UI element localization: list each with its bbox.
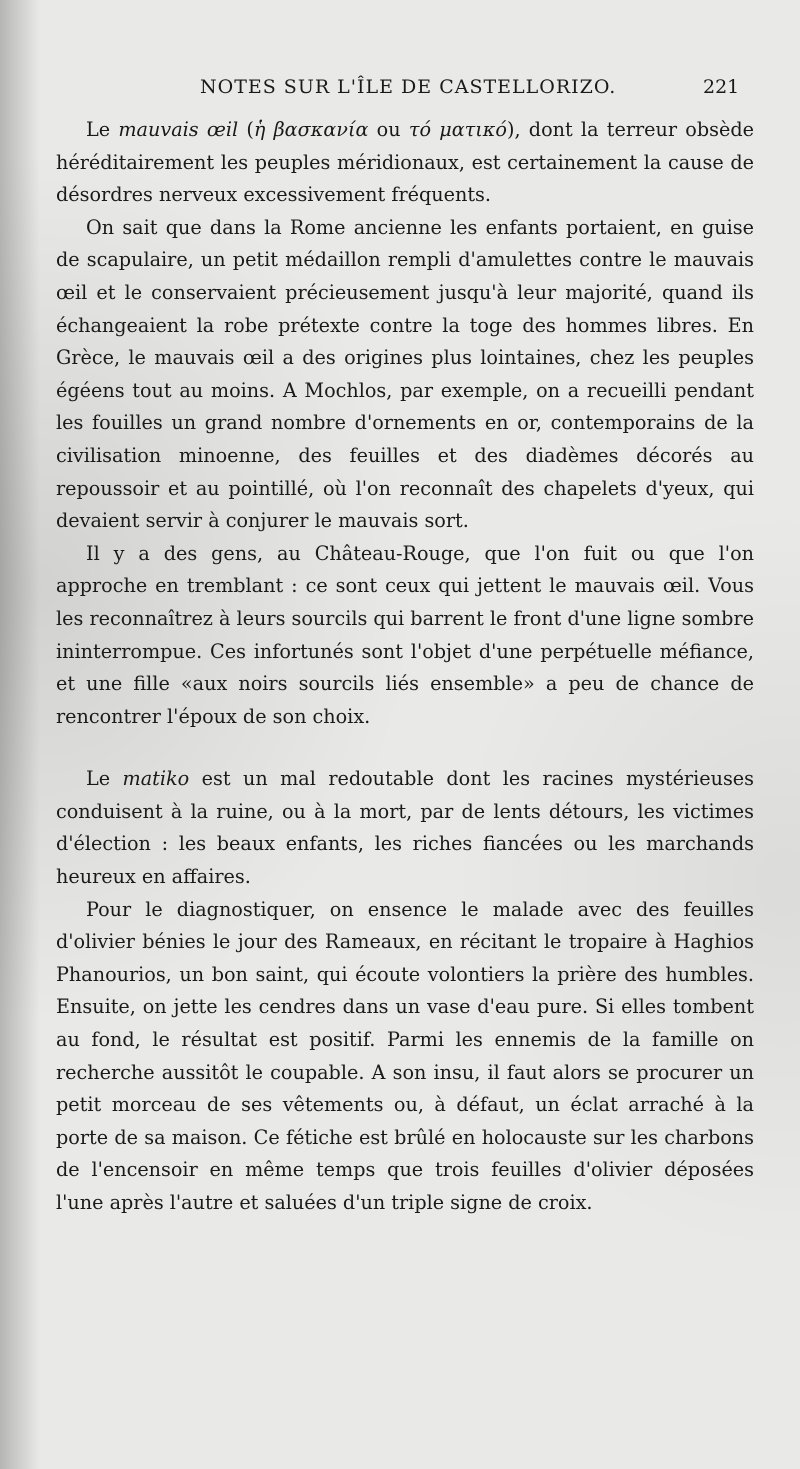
paragraph-diagnostic: Pour le diagnostiquer, on ensence le malade avec des feuilles d'olivier bénies le jour des Rameaux, en récitant le tropaire à Haghios Phanourios, un bon saint, qui écoute volontiers la prière des humbles. Ensuite, on jette les cendres dans un vase d'eau pure. Si elles tombent au fond, le résultat est positif. Parmi les ennemis de la famille on recherche aussitôt le coupable. A son insu, il faut alors se procurer un petit morceau de ses vêtements ou, à défaut, un éclat arraché à la porte de sa maison. Ce fétiche est brûlé en holocauste sur les charbons de l'encensoir en même temps que trois feuilles d'olivier déposées l'une après l'autre et saluées d'un triple signe de croix. (56, 897, 754, 1214)
greek-term-matiko: τό ματικό (408, 118, 507, 141)
paragraph-mauvais-oeil (56, 114, 754, 212)
term-matiko: matiko (122, 767, 190, 791)
paragraph-1-open-paren: ( (238, 118, 254, 141)
greek-term-baskania: ἡ βασκανία (253, 118, 369, 141)
paragraph-4-rest: est un mal redoutable dont les racines mystérieuses conduisent à la ruine, ou à la mort, par de lents détours, les victimes d'élection : les beaux enfants, les riches fiancées ou les marchands heureux en affaires. (56, 767, 754, 889)
binding-shadow (0, 0, 40, 1469)
paragraph-chateau-rouge: Il y a des gens, au Château-Rouge, que l'on fuit ou que l'on approche en tremblant : ce sont ceux qui jettent le mauvais œil. Vous les reconnaîtrez à leurs sourcils qui barrent le front d'une ligne sombre ininterrompue. Ces infortunés sont l'objet d'une perpétuelle méfiance, et une fille «aux noirs sourcils liés ensemble» a peu de chance de rencontrer l'époux de son choix. (56, 541, 754, 728)
paragraph-1-rest: ), dont la terreur obsède héréditairement les peuples méridionaux, est certainement la cause de désordres nerveux excessivement fréquents. (56, 118, 754, 207)
body-text (56, 114, 754, 1220)
paragraph-rome-amulettes: On sait que dans la Rome ancienne les enfants portaient, en guise de scapulaire, un petit médaillon rempli d'amulettes contre le mauvais œil et le conservaient précieusement jusqu'à leur majorité, quand ils échangeaient la robe prétexte contre la toge des hommes libres. En Grèce, le mauvais œil a des origines plus lointaines, chez les peuples égéens tout au moins. A Mochlos, par exemple, on a recueilli pendant les fouilles un grand nombre d'ornements en or, contemporains de la civilisation minoenne, des feuilles et des diadèmes décorés au repoussoir et au pointillé, où l'on reconnaît des chapelets d'yeux, qui devaient servir à conjurer le mauvais sort. (56, 215, 754, 533)
paragraph-matiko (56, 763, 754, 893)
paragraph-1-conjunction: ou (368, 118, 409, 141)
term-mauvais-oeil: mauvais œil (118, 118, 239, 141)
paragraph-4-lead: Le (86, 767, 123, 791)
page-header (0, 72, 800, 108)
paragraph-1-lead: Le (86, 118, 119, 141)
running-title: NOTES SUR L'ÎLE DE CASTELLORIZO. (200, 76, 617, 98)
page-number: 221 (703, 76, 740, 98)
